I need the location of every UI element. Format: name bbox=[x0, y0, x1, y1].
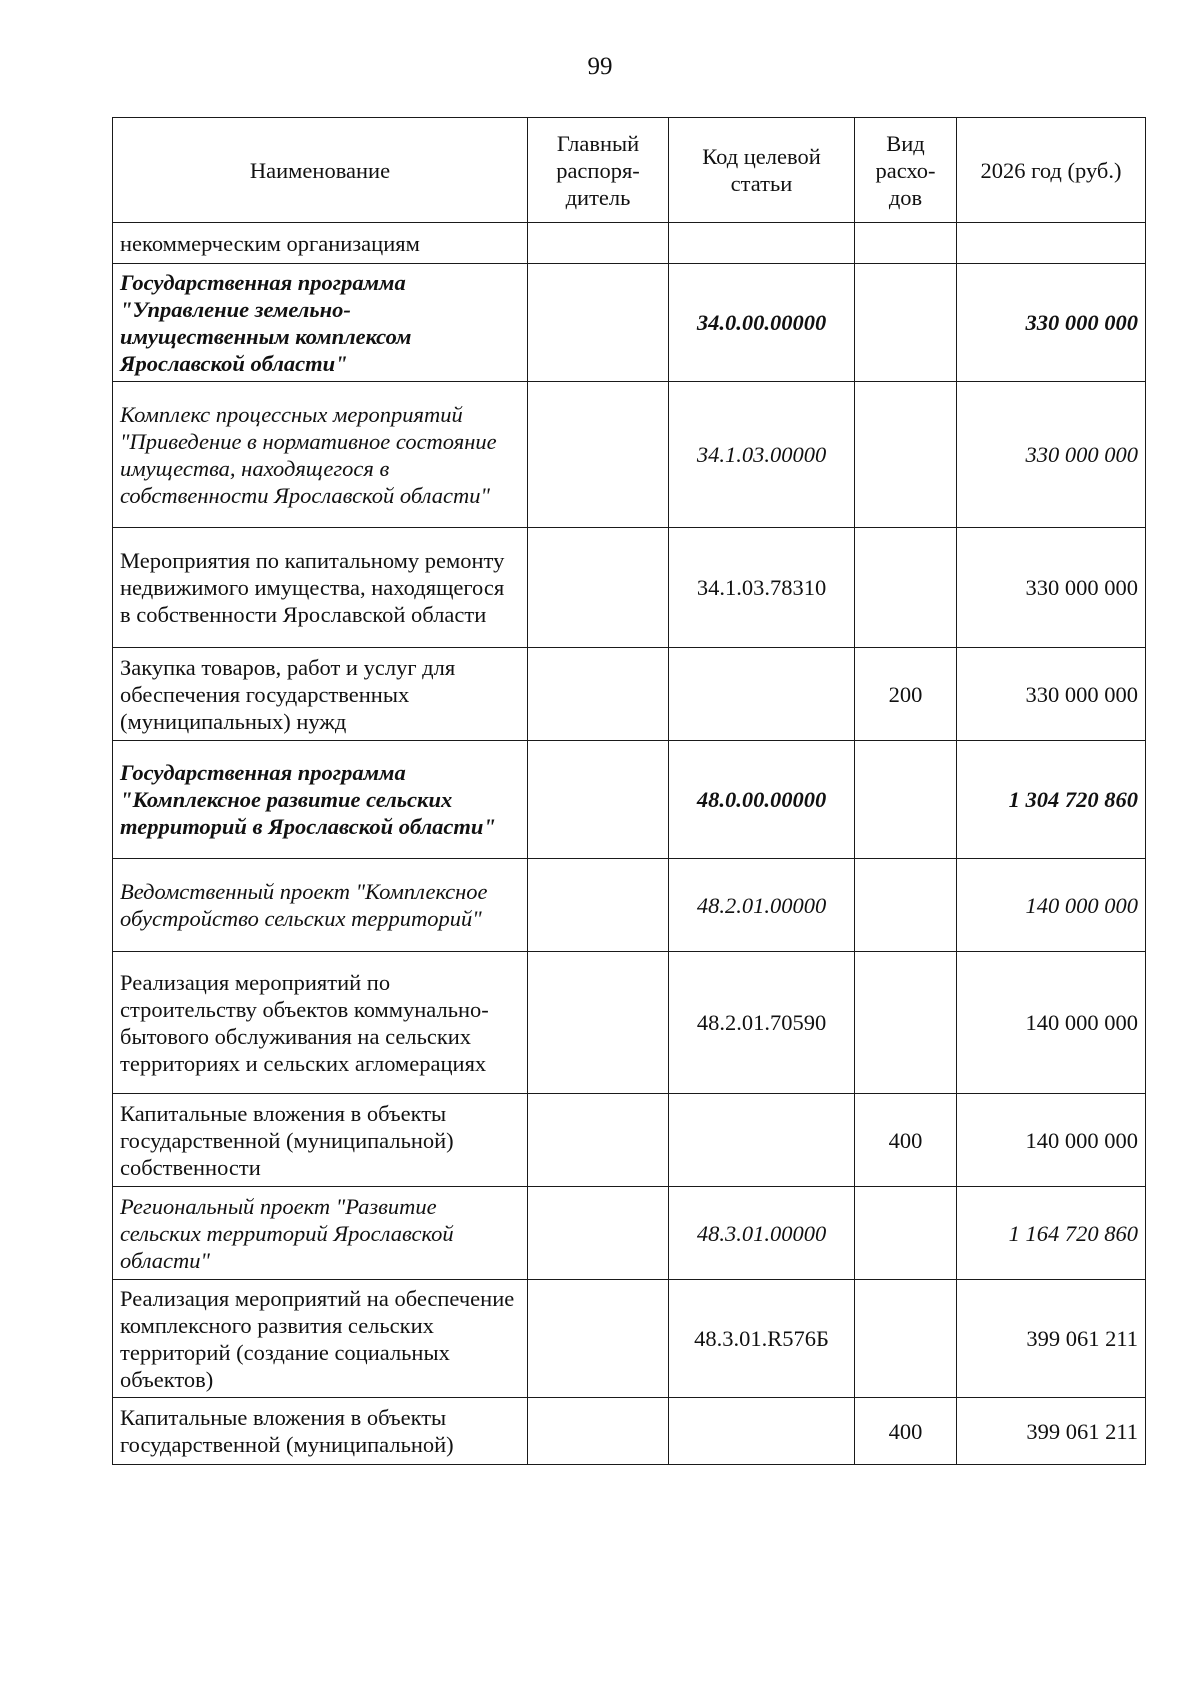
cell-amount: 1 304 720 860 bbox=[957, 741, 1146, 859]
cell-name: Капитальные вложения в объекты государственной (муниципальной) bbox=[113, 1398, 528, 1465]
table-row bbox=[113, 528, 1146, 648]
cell-code bbox=[669, 648, 855, 741]
cell-name: Ведомственный проект "Комплексное обустройство сельских территорий" bbox=[113, 859, 528, 952]
table-row bbox=[113, 1280, 1146, 1398]
cell-amount: 140 000 000 bbox=[957, 859, 1146, 952]
cell-amount: 330 000 000 bbox=[957, 528, 1146, 648]
cell-kind bbox=[855, 741, 957, 859]
cell-code: 34.1.03.78310 bbox=[669, 528, 855, 648]
cell-amount: 399 061 211 bbox=[957, 1280, 1146, 1398]
header-kind: Вид расхо-дов bbox=[855, 118, 957, 223]
cell-kind bbox=[855, 952, 957, 1094]
cell-admin bbox=[528, 528, 669, 648]
cell-code: 48.3.01.R576Б bbox=[669, 1280, 855, 1398]
cell-name: Реализация мероприятий по строительству объектов коммунально-бытового обслуживания на сельских территориях и сельских агломерациях bbox=[113, 952, 528, 1094]
cell-admin bbox=[528, 1398, 669, 1465]
table-row bbox=[113, 952, 1146, 1094]
cell-amount: 140 000 000 bbox=[957, 952, 1146, 1094]
cell-amount: 330 000 000 bbox=[957, 264, 1146, 382]
table-row bbox=[113, 264, 1146, 382]
cell-code bbox=[669, 223, 855, 264]
cell-kind: 400 bbox=[855, 1094, 957, 1187]
cell-code bbox=[669, 1398, 855, 1465]
cell-name: некоммерческим организациям bbox=[113, 223, 528, 264]
header-code: Код целевой статьи bbox=[669, 118, 855, 223]
cell-kind: 400 bbox=[855, 1398, 957, 1465]
cell-name: Капитальные вложения в объекты государственной (муниципальной) собственности bbox=[113, 1094, 528, 1187]
cell-amount bbox=[957, 223, 1146, 264]
cell-admin bbox=[528, 859, 669, 952]
cell-code: 34.1.03.00000 bbox=[669, 382, 855, 528]
cell-kind bbox=[855, 1280, 957, 1398]
cell-name: Закупка товаров, работ и услуг для обеспечения государственных (муниципальных) нужд bbox=[113, 648, 528, 741]
table-row bbox=[113, 382, 1146, 528]
header-name: Наименование bbox=[113, 118, 528, 223]
cell-kind bbox=[855, 859, 957, 952]
budget-table bbox=[112, 117, 1146, 1465]
cell-admin bbox=[528, 1280, 669, 1398]
cell-code: 48.3.01.00000 bbox=[669, 1187, 855, 1280]
cell-admin bbox=[528, 741, 669, 859]
cell-admin bbox=[528, 264, 669, 382]
cell-amount: 1 164 720 860 bbox=[957, 1187, 1146, 1280]
table-row bbox=[113, 1187, 1146, 1280]
cell-amount: 330 000 000 bbox=[957, 648, 1146, 741]
cell-code: 48.2.01.70590 bbox=[669, 952, 855, 1094]
cell-kind bbox=[855, 1187, 957, 1280]
table-body bbox=[113, 223, 1146, 1465]
cell-admin bbox=[528, 1094, 669, 1187]
cell-name: Региональный проект "Развитие сельских территорий Ярославской области" bbox=[113, 1187, 528, 1280]
cell-name: Реализация мероприятий на обеспечение комплексного развития сельских территорий (создание социальных объектов) bbox=[113, 1280, 528, 1398]
cell-code: 34.0.00.00000 bbox=[669, 264, 855, 382]
cell-code: 48.0.00.00000 bbox=[669, 741, 855, 859]
cell-code: 48.2.01.00000 bbox=[669, 859, 855, 952]
table-row bbox=[113, 1094, 1146, 1187]
cell-admin bbox=[528, 223, 669, 264]
cell-name: Мероприятия по капитальному ремонту недвижимого имущества, находящегося в собственности Ярославской области bbox=[113, 528, 528, 648]
header-admin: Главный распоря-дитель bbox=[528, 118, 669, 223]
cell-name: Комплекс процессных мероприятий "Приведение в нормативное состояние имущества, находящегося в собственности Ярославской области" bbox=[113, 382, 528, 528]
table-row bbox=[113, 859, 1146, 952]
cell-kind: 200 bbox=[855, 648, 957, 741]
cell-kind bbox=[855, 223, 957, 264]
cell-name: Государственная программа "Управление земельно-имущественным комплексом Ярославской области" bbox=[113, 264, 528, 382]
cell-amount: 399 061 211 bbox=[957, 1398, 1146, 1465]
cell-amount: 330 000 000 bbox=[957, 382, 1146, 528]
table-header-row bbox=[113, 118, 1146, 223]
table-row bbox=[113, 648, 1146, 741]
cell-name: Государственная программа "Комплексное развитие сельских территорий в Ярославской области" bbox=[113, 741, 528, 859]
cell-kind bbox=[855, 382, 957, 528]
header-amount: 2026 год (руб.) bbox=[957, 118, 1146, 223]
cell-kind bbox=[855, 528, 957, 648]
cell-admin bbox=[528, 382, 669, 528]
cell-admin bbox=[528, 952, 669, 1094]
table-row bbox=[113, 223, 1146, 264]
table-row bbox=[113, 1398, 1146, 1465]
cell-code bbox=[669, 1094, 855, 1187]
cell-amount: 140 000 000 bbox=[957, 1094, 1146, 1187]
cell-kind bbox=[855, 264, 957, 382]
cell-admin bbox=[528, 648, 669, 741]
cell-admin bbox=[528, 1187, 669, 1280]
page-number: 99 bbox=[587, 53, 613, 80]
table-row bbox=[113, 741, 1146, 859]
